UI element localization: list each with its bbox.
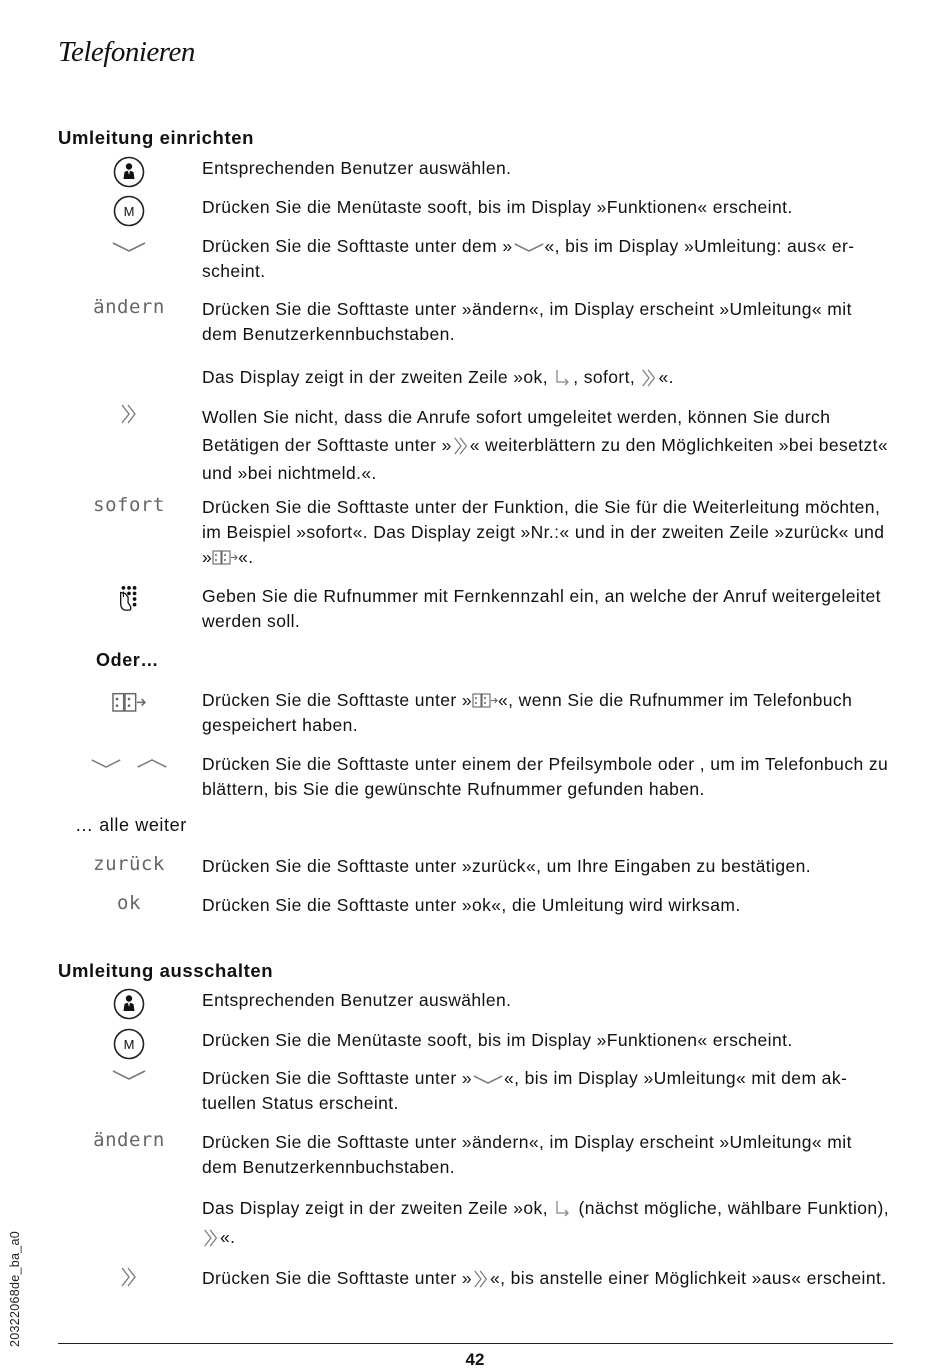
chevron-down-icon: [70, 1066, 188, 1082]
user-key-icon: [70, 988, 188, 1020]
double-chevron-right-icon: [640, 368, 658, 388]
step-text: Entsprechenden Benutzer auswählen.: [202, 990, 512, 1010]
alle-weiter-label: … alle weiter: [75, 815, 187, 835]
step-text: Drücken Sie die Softtaste unter »ändern«, im Display erscheint »Umleitung« mit dem Benutzerkennbuchstaben.: [202, 1132, 852, 1177]
softkey-label-aendern: ändern: [93, 1129, 165, 1151]
chevron-up-icon: [136, 757, 168, 770]
step-text: Drücken Sie die Softtaste unter » «, wenn Sie die Rufnummer im Telefonbuch gespeichert haben.: [202, 690, 853, 735]
softkey-label-ok: ok: [117, 892, 141, 914]
step-text: Drücken Sie die Softtaste unter » «, bis im Display »Umleitung« mit dem aktuellen Status erscheint.: [202, 1068, 847, 1113]
double-chevron-right-icon: [70, 403, 188, 425]
step-text: Drücken Sie die Softtaste unter »ändern«, im Display erscheint »Umleitung« mit dem Benutzerkennbuchstaben.: [202, 299, 852, 344]
document-code: 20322068de_ba_a0: [8, 1230, 22, 1347]
step-text: Drücken Sie die Softtaste unter » «, bis anstelle einer Möglichkeit »aus« erscheint.: [202, 1268, 887, 1288]
step-text: Entsprechenden Benutzer auswählen.: [202, 158, 512, 178]
menu-key-icon: [70, 1028, 188, 1060]
chevron-down-icon: [70, 234, 188, 254]
double-chevron-right-icon: [202, 1228, 220, 1248]
softkey-label-sofort: sofort: [93, 494, 165, 516]
user-key-icon: [70, 156, 188, 188]
chevron-down-icon: [90, 757, 122, 770]
step-text: Drücken Sie die Softtaste unter dem » «, bis im Display »Umleitung: aus« erscheint.: [202, 236, 855, 281]
chevron-down-icon: [513, 241, 545, 254]
step-text: Geben Sie die Rufnummer mit Fernkennzahl ein, an welche der Anruf weitergeleitet werden soll.: [202, 586, 881, 631]
chevron-down-icon: [472, 1073, 504, 1086]
step-text: Drücken Sie die Softtaste unter »zurück«, um Ihre Eingaben zu bestätigen.: [202, 856, 811, 876]
step-text: Das Display zeigt in der zweiten Zeile »ok, , sofort, «.: [202, 367, 674, 387]
step-text: Wollen Sie nicht, dass die Anrufe sofort umgeleitet werden, können Sie durch Betätigen der Softtaste unter » « weiterblättern zu den Möglichkeiten »bei besetzt« und »bei nichtmeld.«.: [202, 407, 889, 483]
step-text: Drücken Sie die Softtaste unter einem der Pfeilsymbole oder , um im Telefonbuch zu blättern, bis Sie die gewünschte Rufnummer gefunden haben.: [202, 754, 889, 799]
step-text: Drücken Sie die Softtaste unter »ok«, die Umleitung wird wirksam.: [202, 895, 741, 915]
phonebook-icon: [70, 688, 188, 715]
menu-key-icon: [70, 195, 188, 227]
section-title-umleitung-einrichten: Umleitung einrichten: [58, 127, 254, 148]
step-text: Das Display zeigt in der zweiten Zeile »ok, (nächst mögliche, wählbare Funktion), «.: [202, 1198, 889, 1247]
double-chevron-right-icon: [70, 1266, 188, 1288]
step-text: Drücken Sie die Menütaste sooft, bis im Display »Funktionen« erscheint.: [202, 197, 793, 217]
step-text: Drücken Sie die Softtaste unter der Funktion, die Sie für die Weiterleitung möchten, im Beispiel »sofort«. Das Display zeigt »Nr.:« und in der zweiten Zeile »zurück« und » «.: [202, 497, 885, 567]
section-title-umleitung-ausschalten: Umleitung ausschalten: [58, 960, 274, 981]
forward-arrow-icon: [553, 1199, 573, 1219]
page-number: 42: [465, 1350, 485, 1369]
phonebook-icon: [472, 692, 498, 710]
softkey-label-zurueck: zurück: [93, 853, 165, 875]
step-text: Drücken Sie die Menütaste sooft, bis im Display »Funktionen« erscheint.: [202, 1030, 793, 1050]
page-title: Telefonieren: [58, 36, 195, 68]
footer-divider: [58, 1343, 893, 1344]
phonebook-icon: [212, 549, 238, 567]
double-chevron-right-icon: [452, 436, 470, 456]
double-chevron-right-icon: [472, 1269, 490, 1289]
oder-label: Oder…: [96, 650, 160, 670]
keypad-icon: [70, 584, 188, 614]
forward-arrow-icon: [553, 368, 573, 388]
softkey-label-aendern: ändern: [93, 296, 165, 318]
